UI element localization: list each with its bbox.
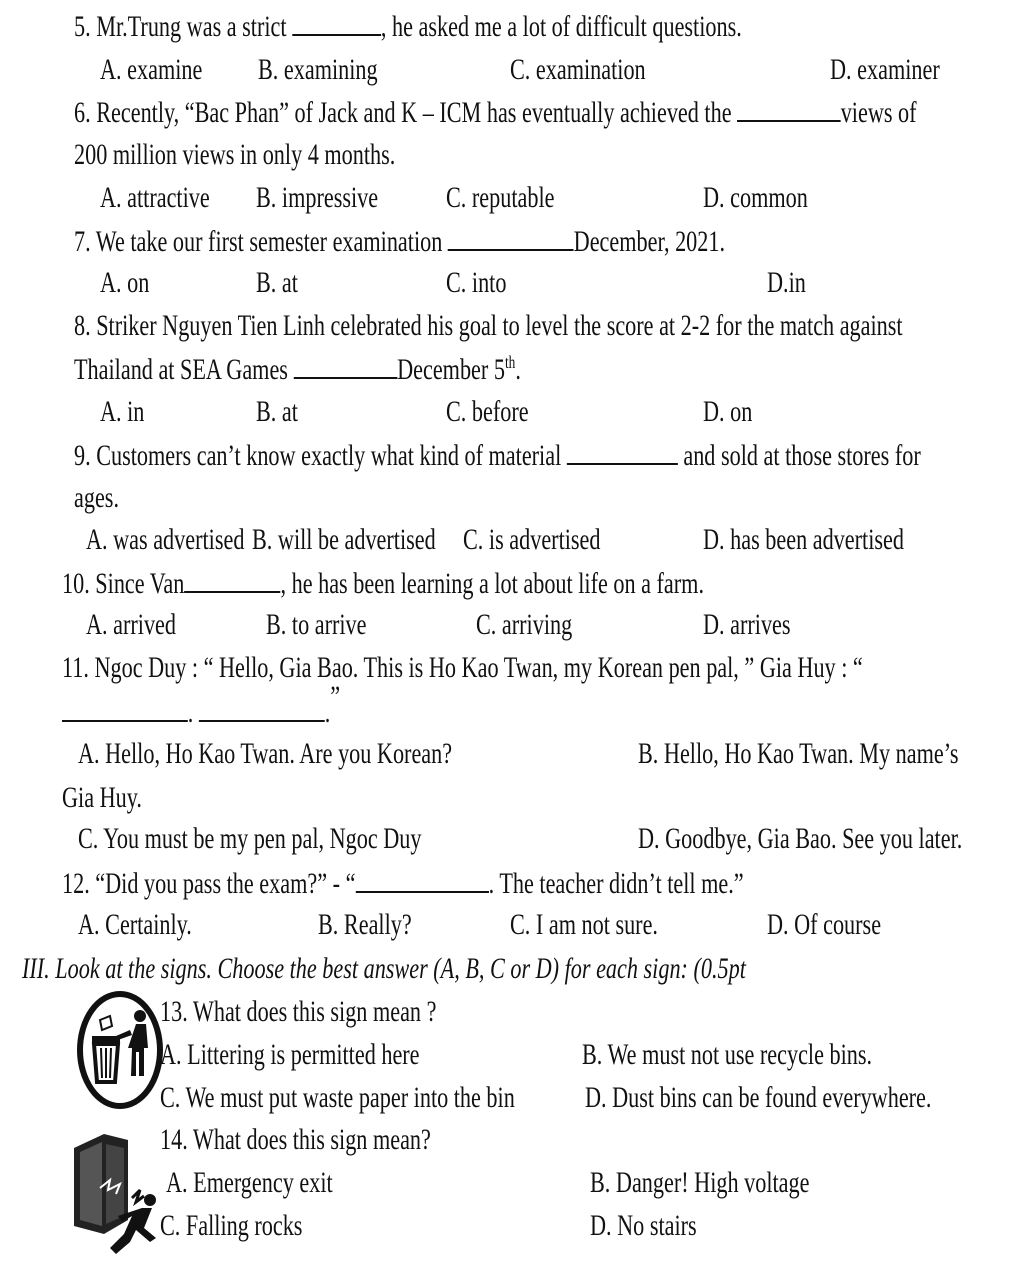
q11-option-b-cont: Gia Huy.	[62, 781, 142, 814]
q9-option-a: A. was advertised	[86, 523, 245, 556]
question-9-stem: 9. Customers can’t know exactly what kind of material and sold at those stores for	[74, 439, 921, 472]
q13-option-b: B. We must not use recycle bins.	[582, 1038, 873, 1071]
q8-option-a: A. in	[100, 395, 145, 428]
q5-option-b: B. examining	[258, 53, 378, 86]
q14-option-d: D. No stairs	[590, 1209, 697, 1242]
q9-option-c: C. is advertised	[463, 523, 601, 556]
question-9-stem-cont: ages.	[74, 481, 120, 514]
question-6-stem-cont: 200 million views in only 4 months.	[74, 138, 396, 171]
q5-option-a: A. examine	[100, 53, 203, 86]
q12-option-a: A. Certainly.	[78, 908, 192, 941]
q6-option-c: C. reputable	[446, 181, 555, 214]
q13-option-d: D. Dust bins can be found everywhere.	[585, 1081, 932, 1114]
question-6-stem: 6. Recently, “Bac Phan” of Jack and K – ICM has eventually achieved the views of	[74, 96, 917, 129]
q10-option-c: C. arriving	[476, 608, 573, 641]
q9-option-b: B. will be advertised	[252, 523, 436, 556]
q12-option-b: B. Really?	[318, 908, 412, 941]
q12-option-d: D. Of course	[767, 908, 882, 941]
question-11-blanks: . .”	[62, 694, 340, 731]
q7-option-b: B. at	[256, 266, 298, 299]
q10-option-a: A. arrived	[86, 608, 177, 641]
q8-option-c: C. before	[446, 395, 529, 428]
q14-option-c: C. Falling rocks	[160, 1209, 303, 1242]
q7-option-d: D.in	[767, 266, 806, 299]
question-14-stem: 14. What does this sign mean?	[160, 1123, 431, 1156]
q11-option-d: D. Goodbye, Gia Bao. See you later.	[638, 822, 963, 855]
q13-option-c: C. We must put waste paper into the bin	[160, 1081, 515, 1114]
section-3-heading: III. Look at the signs. Choose the best answer (A, B, C or D) for each sign: (0.5pt	[22, 952, 746, 985]
high-voltage-sign-icon	[70, 1130, 170, 1265]
question-11-stem: 11. Ngoc Duy : “ Hello, Gia Bao. This is Ho Kao Twan, my Korean pen pal, ” Gia Huy : “	[62, 651, 863, 684]
question-13-stem: 13. What does this sign mean ?	[160, 995, 437, 1028]
q14-option-b: B. Danger! High voltage	[590, 1166, 810, 1199]
q10-option-b: B. to arrive	[266, 608, 367, 641]
question-8-stem: 8. Striker Nguyen Tien Linh celebrated his goal to level the score at 2-2 for the match against	[74, 309, 903, 342]
q8-option-b: B. at	[256, 395, 298, 428]
question-7-stem: 7. We take our first semester examination December, 2021.	[74, 225, 726, 258]
q13-option-a: A. Littering is permitted here	[160, 1038, 420, 1071]
q11-option-b: B. Hello, Ho Kao Twan. My name’s	[638, 737, 959, 770]
trash-bin-sign-icon	[76, 990, 164, 1110]
q12-option-c: C. I am not sure.	[510, 908, 658, 941]
q14-option-a: A. Emergency exit	[166, 1166, 333, 1199]
q8-option-d: D. on	[703, 395, 753, 428]
q6-option-b: B. impressive	[256, 181, 379, 214]
q9-option-d: D. has been advertised	[703, 523, 904, 556]
q5-option-c: C. examination	[510, 53, 646, 86]
q5-option-d: D. examiner	[830, 53, 940, 86]
question-5-stem: 5. Mr.Trung was a strict , he asked me a lot of difficult questions.	[74, 10, 742, 43]
question-8-stem-cont: Thailand at SEA Games December 5th.	[74, 352, 521, 386]
q10-option-d: D. arrives	[703, 608, 791, 641]
q11-option-a: A. Hello, Ho Kao Twan. Are you Korean?	[78, 737, 453, 770]
question-12-stem: 12. “Did you pass the exam?” - “ . The teacher didn’t tell me.”	[62, 867, 744, 900]
q6-option-d: D. common	[703, 181, 808, 214]
question-10-stem: 10. Since Van , he has been learning a lot about life on a farm.	[62, 567, 704, 600]
q11-option-c: C. You must be my pen pal, Ngoc Duy	[78, 822, 422, 855]
q7-option-c: C. into	[446, 266, 507, 299]
q6-option-a: A. attractive	[100, 181, 210, 214]
q7-option-a: A. on	[100, 266, 150, 299]
